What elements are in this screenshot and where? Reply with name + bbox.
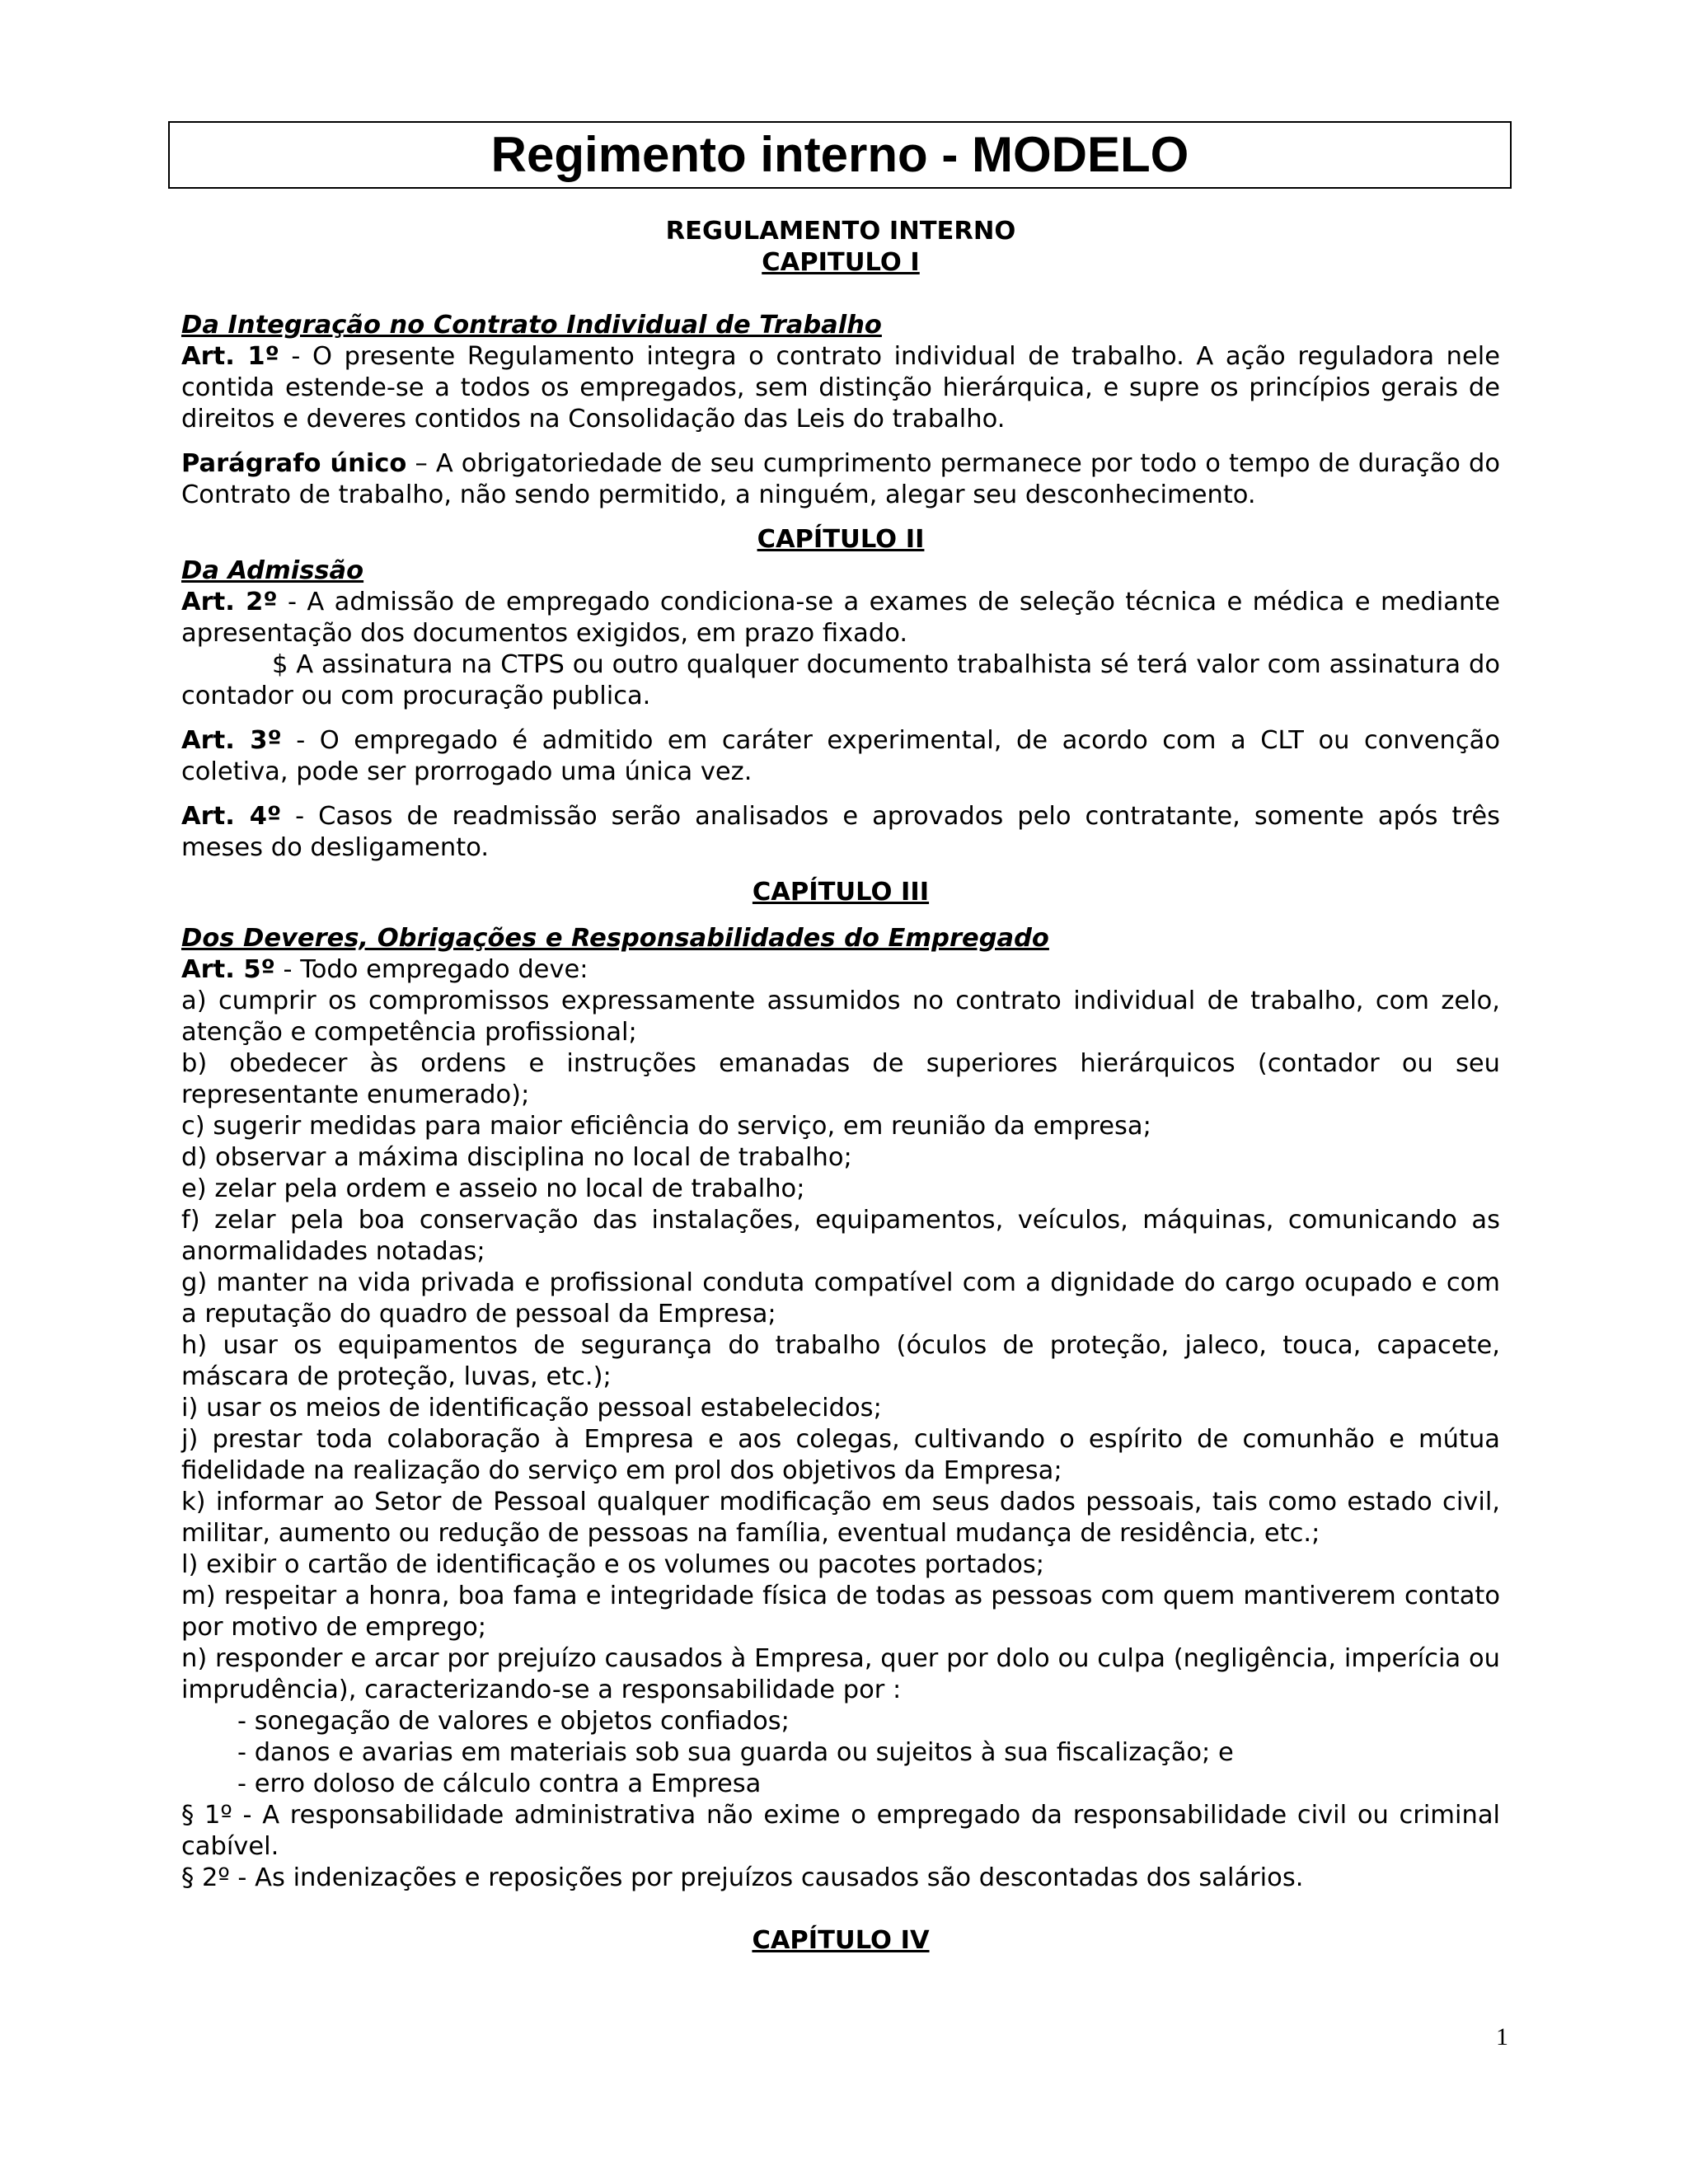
article-3 [181, 725, 1500, 788]
document-body [181, 216, 1500, 1957]
chapter-4-heading: CAPÍTULO IV [752, 1926, 930, 1955]
paragraph-1: § 1º - A responsabilidade administrativa não exime o empregado da responsabilidade civil ou criminal cabível. [181, 1801, 1500, 1861]
list-item-c: c) sugerir medidas para maior eficiência do serviço, em reunião da empresa; [181, 1112, 1151, 1141]
article-1-label: Art. 1º [181, 342, 279, 371]
list-item-l: l) exibir o cartão de identificação e os volumes ou pacotes portados; [181, 1550, 1045, 1579]
list-item-a: a) cumprir os compromissos expressamente assumidos no contrato individual de trabalho, com zelo, atenção e competência profissional; [181, 987, 1500, 1047]
sub-item-2: - danos e avarias em materiais sob sua guarda ou sujeitos à sua fiscalização; e [237, 1738, 1234, 1767]
list-item-g: g) manter na vida privada e profissional conduta compatível com a dignidade do cargo ocupado e com a reputação do quadro de pessoal da Empresa; [181, 1268, 1500, 1329]
section-1-heading: Da Integração no Contrato Individual de Trabalho [181, 311, 882, 340]
list-item-m: m) respeitar a honra, boa fama e integridade física de todas as pessoas com quem mantiverem contato por motivo de emprego; [181, 1582, 1500, 1642]
list-item-j: j) prestar toda colaboração à Empresa e aos colegas, cultivando o espírito de comunhão e mútua fidelidade na realização do serviço em prol dos objetivos da Empresa; [181, 1425, 1500, 1485]
paragraph-2: § 2º - As indenizações e reposições por prejuízos causados são descontadas dos salários. [181, 1863, 1304, 1892]
article-5-label: Art. 5º [181, 955, 275, 984]
article-3-label: Art. 3º [181, 726, 282, 755]
article-1 [181, 341, 1500, 435]
article-5 [181, 954, 1500, 986]
article-4-label: Art. 4º [181, 802, 282, 831]
list-item-k: k) informar ao Setor de Pessoal qualquer modificação em seus dados pessoais, tais como estado civil, militar, aumento ou redução de pessoas na família, eventual mudança de residência, etc.; [181, 1488, 1500, 1548]
article-5-text: - Todo empregado deve: [274, 955, 588, 984]
article-1-text: - O presente Regulamento integra o contrato individual de trabalho. A ação reguladora nele contida estende-se a todos os empregados, sem distinção hierárquica, e supre os princípios gerais de direitos e deveres contidos na Consolidação das Leis do trabalho. [181, 342, 1500, 434]
regulation-heading: REGULAMENTO INTERNO [665, 217, 1016, 246]
document-title: Regimento interno - MODELO [490, 127, 1189, 182]
list-item-d: d) observar a máxima disciplina no local de trabalho; [181, 1143, 852, 1172]
article-2-note: $ A assinatura na CTPS ou outro qualquer documento trabalhista sé terá valor com assinatura do contador ou com procuração publica. [181, 650, 1500, 710]
page-number: 1 [1496, 2023, 1508, 2050]
article-4 [181, 801, 1500, 864]
article-2-label: Art. 2º [181, 588, 278, 616]
sole-paragraph-label: Parágrafo único [181, 449, 407, 478]
list-item-f: f) zelar pela boa conservação das instalações, equipamentos, veículos, máquinas, comunicando as anormalidades notadas; [181, 1206, 1500, 1266]
article-2-text: - A admissão de empregado condiciona-se a exames de seleção técnica e médica e mediante apresentação dos documentos exigidos, em prazo fixado. [181, 588, 1501, 648]
list-item-n: n) responder e arcar por prejuízo causados à Empresa, quer por dolo ou culpa (negligência, imperícia ou imprudência), caracterizando-se a responsabilidade por : [181, 1644, 1500, 1704]
section-2-heading: Da Admissão [181, 556, 364, 585]
chapter-3-heading: CAPÍTULO III [752, 878, 930, 907]
list-item-i: i) usar os meios de identificação pessoal estabelecidos; [181, 1394, 882, 1422]
section-3-heading: Dos Deveres, Obrigações e Responsabilidades do Empregado [181, 924, 1049, 953]
sole-paragraph-text: – A obrigatoriedade de seu cumprimento permanece por todo o tempo de duração do Contrato de trabalho, não sendo permitido, a ninguém, alegar seu desconhecimento. [181, 449, 1501, 509]
sub-item-1: - sonegação de valores e objetos confiados; [237, 1707, 790, 1736]
article-2 [181, 587, 1500, 649]
list-item-e: e) zelar pela ordem e asseio no local de trabalho; [181, 1174, 805, 1203]
sub-item-3: - erro doloso de cálculo contra a Empresa [237, 1769, 762, 1798]
list-item-h: h) usar os equipamentos de segurança do trabalho (óculos de proteção, jaleco, touca, capacete, máscara de proteção, luvas, etc.); [181, 1331, 1500, 1391]
chapter-1-heading: CAPITULO I [762, 248, 920, 277]
article-4-text: - Casos de readmissão serão analisados e aprovados pelo contratante, somente após três meses do desligamento. [181, 802, 1500, 862]
article-3-text: - O empregado é admitido em caráter experimental, de acordo com a CLT ou convenção coletiva, pode ser prorrogado uma única vez. [181, 726, 1500, 786]
sole-paragraph [181, 448, 1500, 511]
title-box [168, 121, 1512, 189]
list-item-b: b) obedecer às ordens e instruções emanadas de superiores hierárquicos (contador ou seu representante enumerado); [181, 1049, 1500, 1109]
chapter-2-heading: CAPÍTULO II [757, 525, 925, 554]
